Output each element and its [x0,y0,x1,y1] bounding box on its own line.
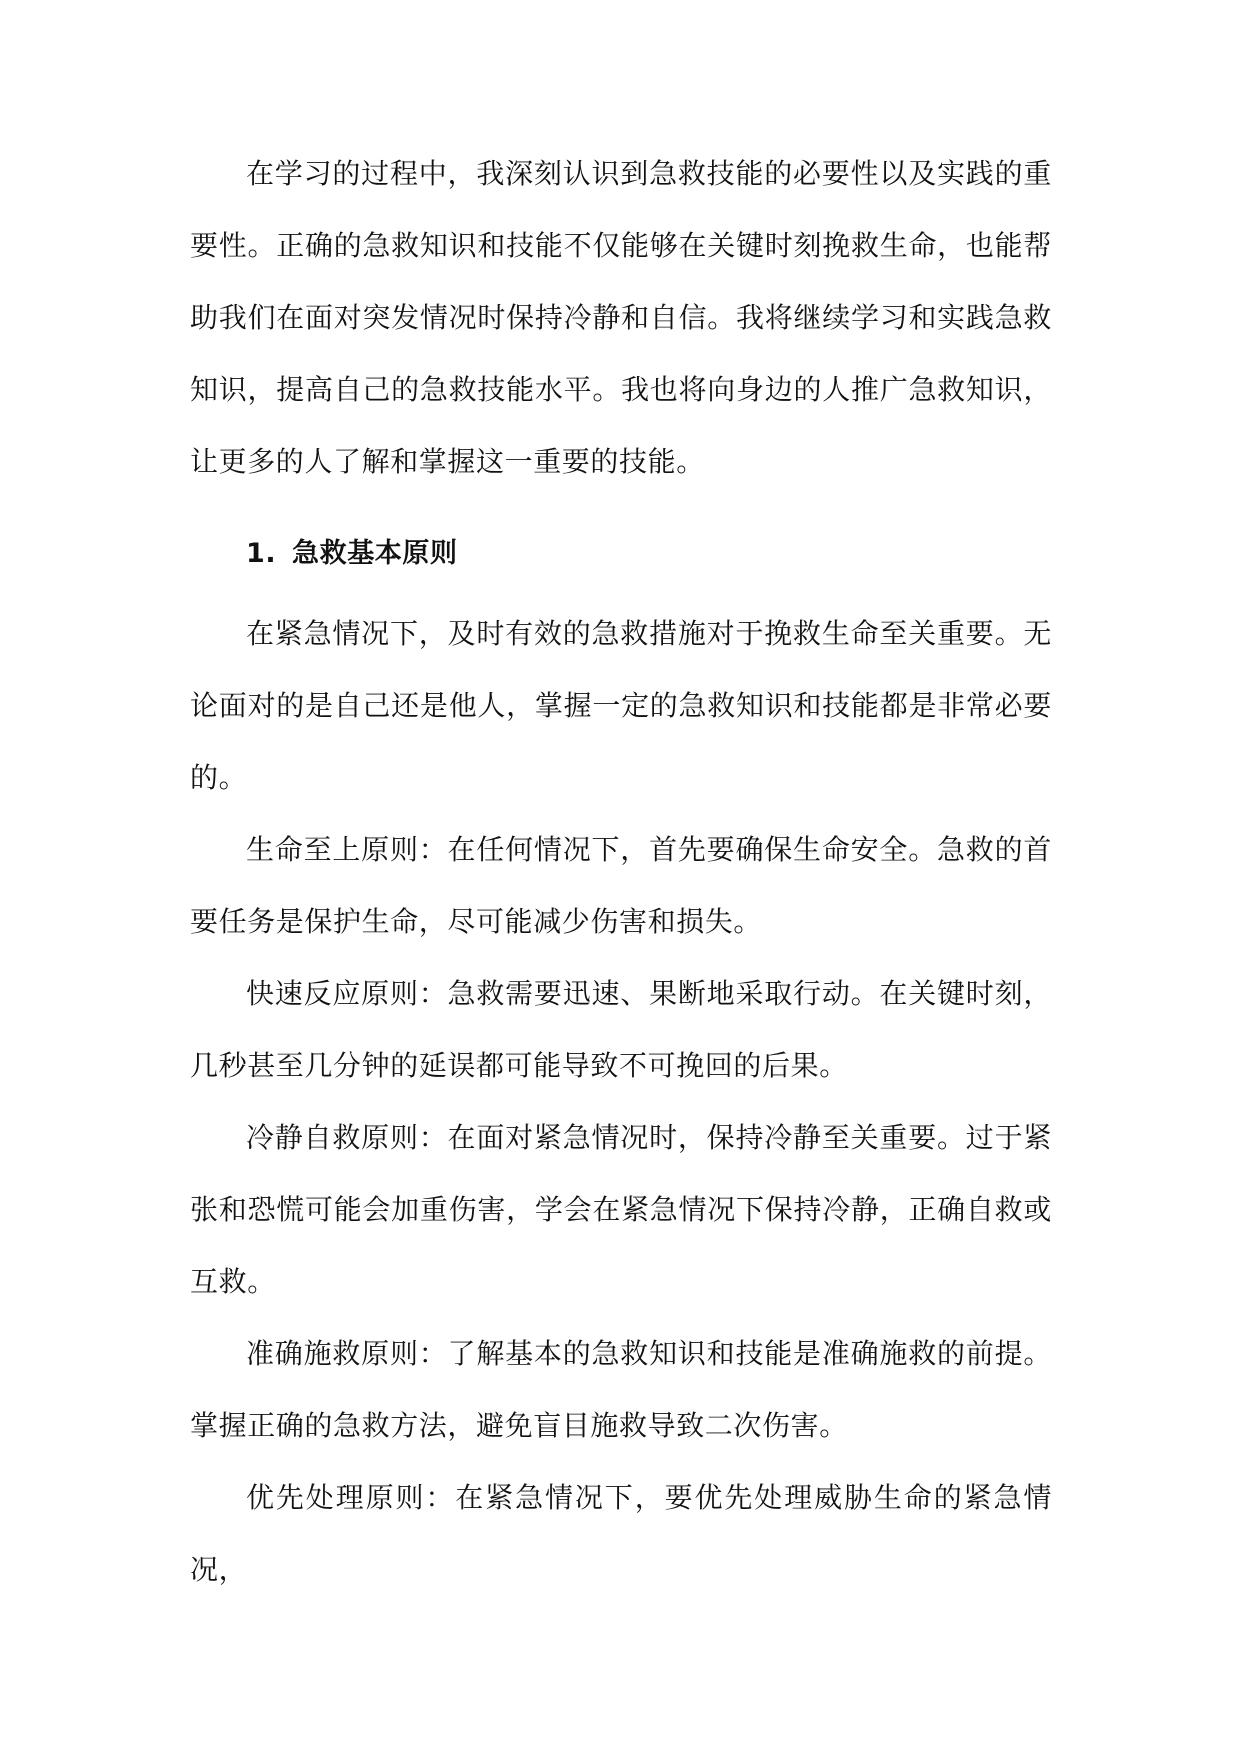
paragraph-quick-response-principle: 快速反应原则：急救需要迅速、果断地采取行动。在关键时刻，几秒甚至几分钟的延误都可能导致不可挽回的后果。 [190,977,1052,1082]
section-heading [190,498,1052,598]
paragraph-priority-principle: 优先处理原则：在紧急情况下，要优先处理威胁生命的紧急情况， [190,1481,1052,1586]
section-title: 急救基本原则 [292,538,458,569]
intro-paragraph: 在学习的过程中，我深刻认识到急救技能的必要性以及实践的重要性。正确的急救知识和技能不仅能够在关键时刻挽救生命，也能帮助我们在面对突发情况时保持冷静和自信。我将继续学习和实践急救知识，提高自己的急救技能水平。我也将向身边的人推广急救知识，让更多的人了解和掌握这一重要的技能。 [190,157,1052,478]
paragraph-life-first-principle: 生命至上原则：在任何情况下，首先要确保生命安全。急救的首要任务是保护生命，尽可能减少伤害和损失。 [190,833,1052,938]
paragraph-overview: 在紧急情况下，及时有效的急救措施对于挽救生命至关重要。无论面对的是自己还是他人，掌握一定的急救知识和技能都是非常必要的。 [190,617,1052,794]
document-body [190,138,1052,1606]
section-number: 1. [246,538,277,569]
paragraph-calm-self-rescue-principle: 冷静自救原则：在面对紧急情况时，保持冷静至关重要。过于紧张和恐慌可能会加重伤害，学会在紧急情况下保持冷静，正确自救或互救。 [190,1121,1052,1298]
paragraph-accurate-rescue-principle: 准确施救原则：了解基本的急救知识和技能是准确施救的前提。掌握正确的急救方法，避免盲目施救导致二次伤害。 [190,1337,1052,1442]
